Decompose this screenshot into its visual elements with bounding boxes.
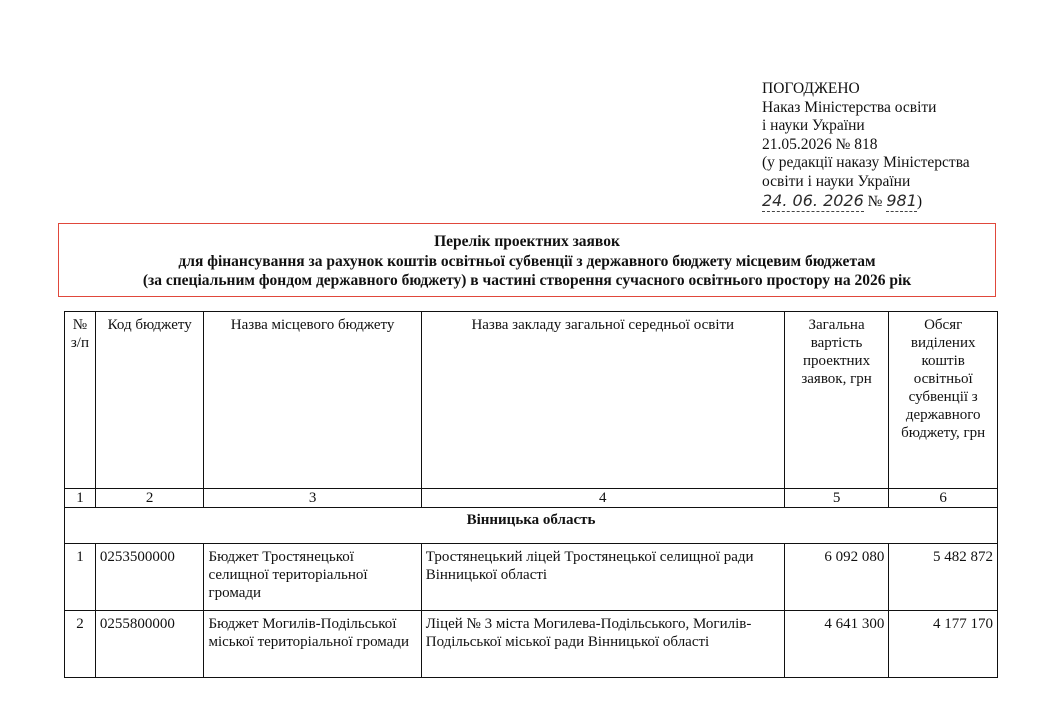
column-number: 1 <box>65 489 96 508</box>
header-school-name: Назва закладу загальної середньої освіти <box>421 312 784 489</box>
table-header-row <box>65 312 998 489</box>
column-number: 5 <box>784 489 889 508</box>
row-budget-code: 0253500000 <box>95 544 204 611</box>
document-subtitle-2: (за спеціальним фондом державного бюджету) в частині створення сучасного освітнього простору на 2026 рік <box>142 272 912 289</box>
handwritten-date: 24. 06. 2026 <box>762 191 864 210</box>
column-number: 2 <box>95 489 204 508</box>
projects-table <box>64 311 998 678</box>
row-total-cost: 4 641 300 <box>784 611 889 678</box>
column-number-row <box>65 489 998 508</box>
region-row <box>65 508 998 544</box>
row-num: 2 <box>65 611 96 678</box>
row-school-name: Ліцей № 3 міста Могилева-Подільського, Могилів-Подільської міської ради Вінницької області <box>421 611 784 678</box>
column-number: 4 <box>421 489 784 508</box>
approval-revision-ministry: освіти і науки України <box>762 172 911 190</box>
document-title: Перелік проектних заявок <box>434 233 620 250</box>
header-budget-code: Код бюджету <box>95 312 204 489</box>
approval-block <box>762 80 1032 212</box>
header-budget-name: Назва місцевого бюджету <box>204 312 421 489</box>
row-num: 1 <box>65 544 96 611</box>
closing-paren: ) <box>916 193 923 210</box>
document-title-box <box>58 223 996 297</box>
approval-date-number: 21.05.2026 № 818 <box>762 135 878 153</box>
row-budget-code: 0255800000 <box>95 611 204 678</box>
column-number: 3 <box>204 489 421 508</box>
number-sign: № <box>867 193 883 210</box>
document-subtitle-1: для фінансування за рахунок коштів освітньої субвенції з державного бюджету місцевим бюджетам <box>178 252 876 270</box>
header-total-cost: Загальна вартість проектних заявок, грн <box>784 312 889 489</box>
header-num: № з/п <box>65 312 96 489</box>
header-allocated: Обсяг виділених коштів освітньої субвенції з державного бюджету, грн <box>889 312 998 489</box>
approval-revision-line: (у редакції наказу Міністерства <box>762 154 970 171</box>
row-school-name: Тростянецький ліцей Тростянецької селищної ради Вінницької області <box>421 544 784 611</box>
table-row <box>65 611 998 678</box>
handwritten-number: 981 <box>886 191 917 210</box>
table-row <box>65 544 998 611</box>
row-allocated: 4 177 170 <box>889 611 998 678</box>
approval-heading: ПОГОДЖЕНО <box>762 80 860 97</box>
row-total-cost: 6 092 080 <box>784 544 889 611</box>
approval-ministry-line: і науки України <box>762 117 865 134</box>
column-number: 6 <box>889 489 998 508</box>
row-budget-name: Бюджет Тростянецької селищної територіальної громади <box>204 544 421 611</box>
approval-handwritten-line <box>762 191 1032 212</box>
region-name: Вінницька область <box>65 508 998 544</box>
row-allocated: 5 482 872 <box>889 544 998 611</box>
row-budget-name: Бюджет Могилів-Подільської міської територіальної громади <box>204 611 421 678</box>
approval-order-line: Наказ Міністерства освіти <box>762 98 937 116</box>
